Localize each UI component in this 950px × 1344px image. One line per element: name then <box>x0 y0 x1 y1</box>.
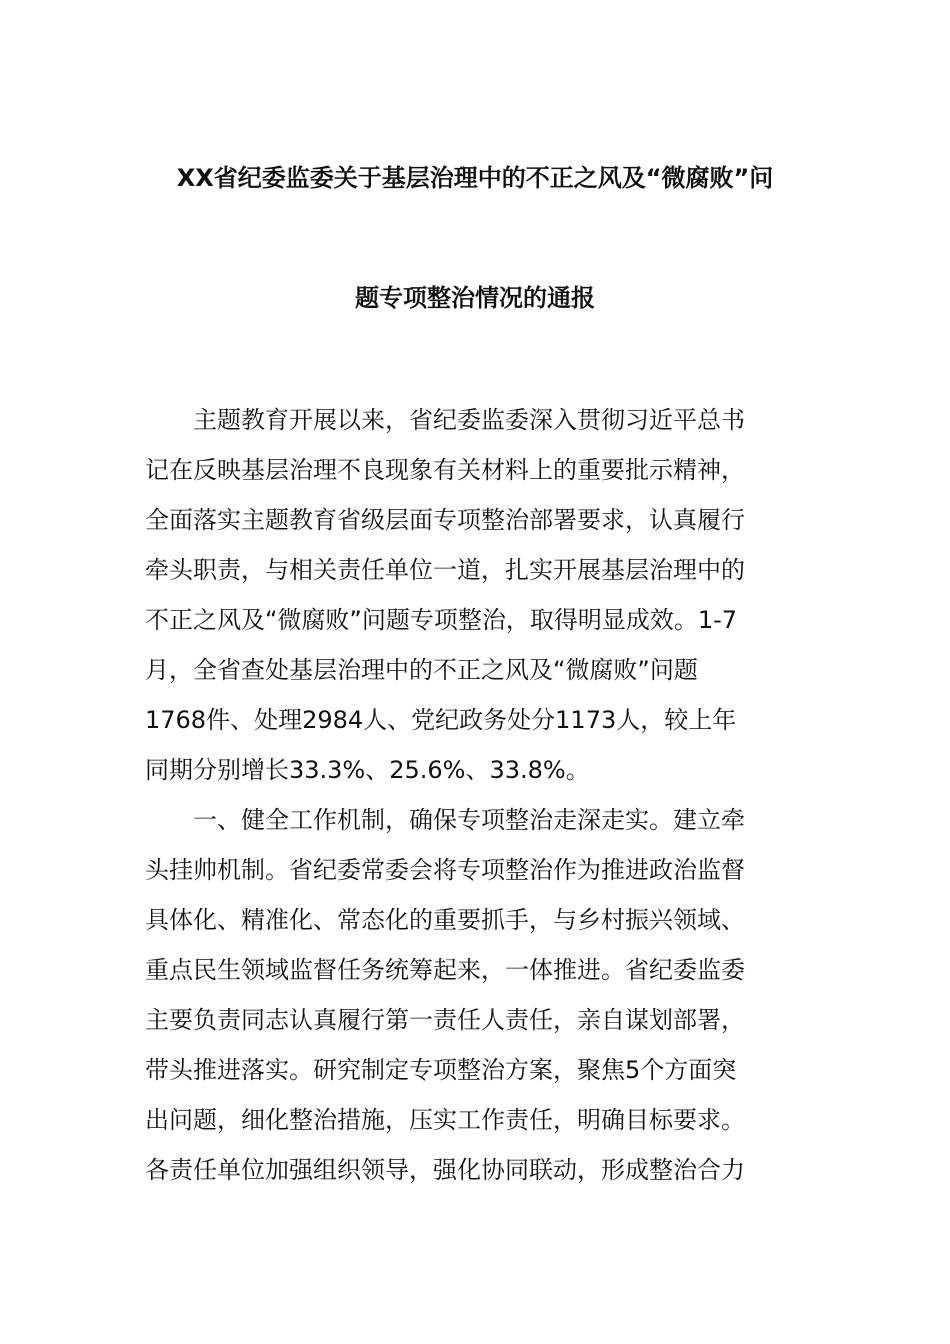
body-text-line: 出问题，细化整治措施，压实工作责任，明确目标要求。 <box>145 1106 745 1134</box>
body-text-line: 同期分别增长33.3%、25.6%、33.8%。 <box>145 756 590 784</box>
body-text-line: 月，全省查处基层治理中的不正之风及“微腐败”问题 <box>145 656 698 684</box>
document-title-line-1: XX省纪委监委关于基层治理中的不正之风及“微腐败”问 <box>176 164 774 192</box>
body-text-line: 记在反映基层治理不良现象有关材料上的重要批示精神， <box>145 456 745 484</box>
body-text-line: 头挂帅机制。省纪委常委会将专项整治作为推进政治监督 <box>145 856 745 884</box>
body-text-line: 主题教育开展以来，省纪委监委深入贯彻习近平总书 <box>145 406 745 434</box>
body-text-line: 牵头职责，与相关责任单位一道，扎实开展基层治理中的 <box>145 556 745 584</box>
body-text-line: 一、健全工作机制，确保专项整治走深走实。建立牵 <box>145 806 745 834</box>
body-text-line: 带头推进落实。研究制定专项整治方案，聚焦5个方面突 <box>145 1056 737 1084</box>
body-text-line: 1768件、处理2984人、党纪政务处分1173人，较上年 <box>145 706 737 734</box>
body-text-line: 全面落实主题教育省级层面专项整治部署要求，认真履行 <box>145 506 745 534</box>
body-text-line: 具体化、精准化、常态化的重要抓手，与乡村振兴领域、 <box>145 906 745 934</box>
body-text-line: 重点民生领域监督任务统筹起来，一体推进。省纪委监委 <box>145 956 745 984</box>
body-text-line: 主要负责同志认真履行第一责任人责任，亲自谋划部署， <box>145 1006 745 1034</box>
body-text-line: 各责任单位加强组织领导，强化协同联动，形成整治合力 <box>145 1156 745 1184</box>
document-title-line-2: 题专项整治情况的通报 <box>355 284 595 312</box>
body-text-line: 不正之风及“微腐败”问题专项整治，取得明显成效。1-7 <box>145 606 738 634</box>
